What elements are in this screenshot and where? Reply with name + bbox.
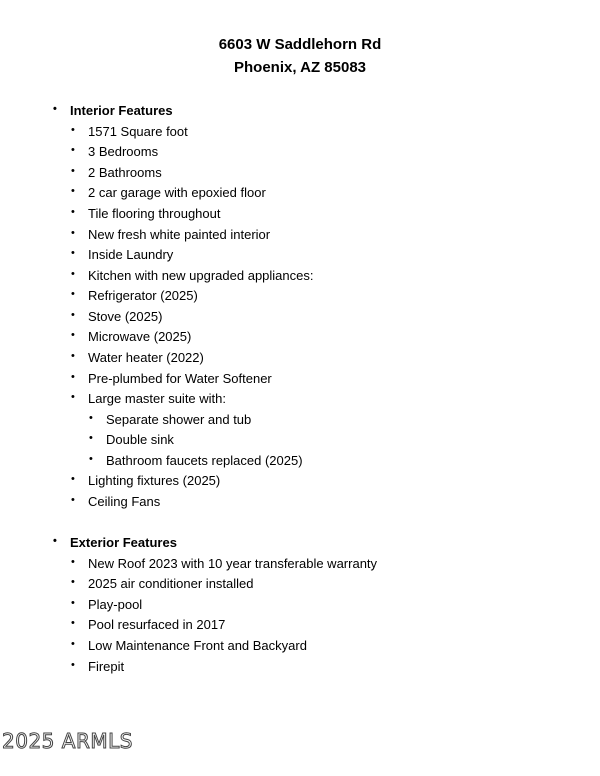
bullet-icon: • (71, 247, 75, 259)
bullet-icon: • (71, 597, 75, 609)
list-item-label: Ceiling Fans (88, 494, 161, 509)
bullet-icon: • (71, 288, 75, 300)
list-item-label: Tile flooring throughout (88, 206, 221, 221)
bullet-icon: • (71, 185, 75, 197)
list-item-label: Play-pool (88, 597, 143, 612)
list-item (71, 225, 271, 245)
bullet-icon: • (71, 494, 75, 506)
bullet-icon: • (71, 329, 75, 341)
list-item (71, 286, 198, 306)
list-item-label: Exterior Features (70, 535, 177, 550)
list-item (71, 389, 227, 409)
bullet-icon: • (71, 617, 75, 629)
list-item-label: Water heater (2022) (88, 350, 204, 365)
bullet-icon: • (71, 309, 75, 321)
list-item (71, 307, 163, 327)
bullet-icon: • (89, 412, 93, 424)
watermark: 2025 ARMLS (2, 729, 133, 753)
list-item (71, 369, 272, 389)
list-item-label: 3 Bedrooms (88, 144, 159, 159)
list-item-label: Inside Laundry (88, 247, 174, 262)
list-item (71, 142, 159, 162)
address-street: 6603 W Saddlehorn Rd (218, 36, 382, 53)
list-item (71, 348, 204, 368)
list-item-label: Pre-plumbed for Water Softener (88, 371, 272, 386)
bullet-icon: • (53, 535, 57, 547)
list-item-label: Pool resurfaced in 2017 (88, 617, 226, 632)
list-item-label: 2025 air conditioner installed (88, 576, 254, 591)
bullet-icon: • (71, 206, 75, 218)
list-item-label: Firepit (88, 659, 125, 674)
list-item-label: Separate shower and tub (106, 412, 252, 427)
bullet-icon: • (71, 576, 75, 588)
bullet-icon: • (71, 124, 75, 136)
bullet-icon: • (71, 473, 75, 485)
bullet-icon: • (89, 453, 93, 465)
list-item-label: Interior Features (70, 103, 173, 118)
list-item-label: Bathroom faucets replaced (2025) (106, 453, 303, 468)
list-item-label: Large master suite with: (88, 391, 227, 406)
list-item-label: Low Maintenance Front and Backyard (88, 638, 307, 653)
list-item (89, 430, 174, 450)
list-item-label: Double sink (106, 432, 174, 447)
list-item (71, 554, 378, 574)
list-item (71, 492, 161, 512)
list-item-label: New fresh white painted interior (88, 227, 271, 242)
bullet-icon: • (71, 659, 75, 671)
bullet-icon: • (71, 165, 75, 177)
address-city-state-zip: Phoenix, AZ 85083 (234, 59, 366, 76)
list-item (71, 245, 174, 265)
bullet-icon: • (71, 638, 75, 650)
list-item-label: 2 car garage with epoxied floor (88, 185, 266, 200)
list-item (71, 574, 254, 594)
bullet-icon: • (71, 556, 75, 568)
bullet-icon: • (71, 391, 75, 403)
interior-features-heading (53, 101, 173, 121)
list-item (71, 204, 221, 224)
bullet-icon: • (53, 103, 57, 115)
list-item (89, 410, 252, 430)
list-item (71, 595, 143, 615)
list-item-label: 1571 Square foot (88, 124, 188, 139)
list-item (71, 163, 162, 183)
list-item (71, 636, 307, 656)
bullet-icon: • (71, 227, 75, 239)
bullet-icon: • (71, 268, 75, 280)
list-item-label: Lighting fixtures (2025) (88, 473, 221, 488)
exterior-features-heading (53, 533, 177, 553)
list-item-label: Refrigerator (2025) (88, 288, 198, 303)
list-item-label: Kitchen with new upgraded appliances: (88, 268, 314, 283)
list-item-label: New Roof 2023 with 10 year transferable warranty (88, 556, 378, 571)
bullet-icon: • (71, 144, 75, 156)
list-item (71, 122, 188, 142)
list-item (89, 451, 303, 471)
list-item (71, 327, 192, 347)
list-item-label: 2 Bathrooms (88, 165, 162, 180)
list-item (71, 471, 221, 491)
list-item (71, 657, 125, 677)
bullet-icon: • (71, 350, 75, 362)
list-item-label: Microwave (2025) (88, 329, 192, 344)
list-item (71, 266, 314, 286)
list-item-label: Stove (2025) (88, 309, 163, 324)
bullet-icon: • (71, 371, 75, 383)
list-item (71, 615, 226, 635)
list-item (71, 183, 266, 203)
bullet-icon: • (89, 432, 93, 444)
